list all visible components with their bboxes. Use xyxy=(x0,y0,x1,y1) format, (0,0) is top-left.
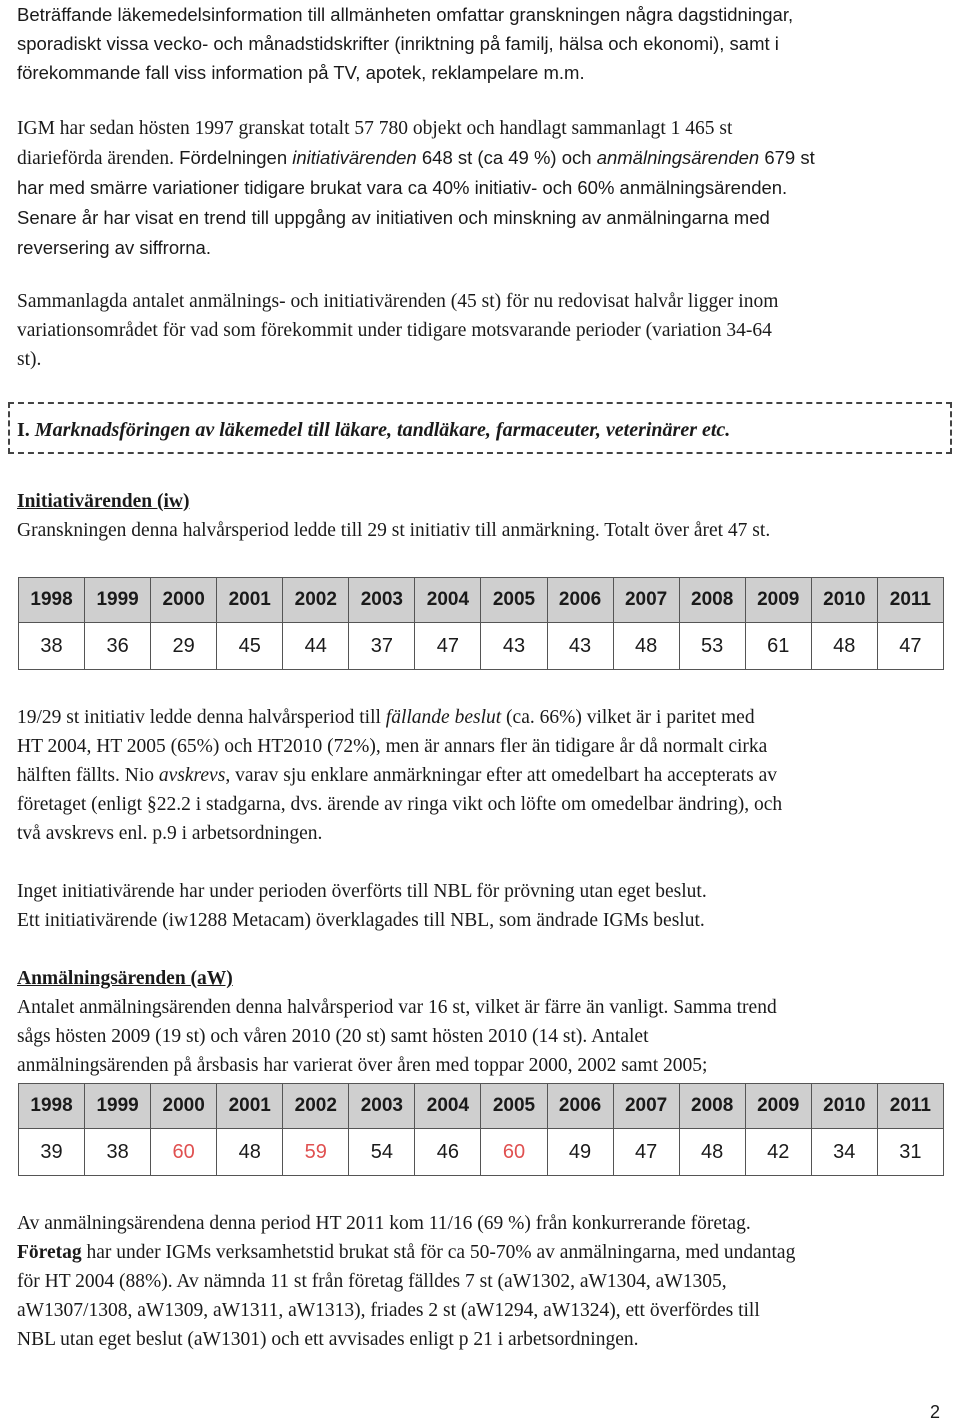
section-number: I. xyxy=(17,419,30,441)
value-cell: 39 xyxy=(19,1129,85,1176)
table-header-row xyxy=(19,1084,944,1129)
subheading-initiative: Initiativärenden (iw) xyxy=(17,491,190,512)
text-line: st). xyxy=(17,349,42,370)
text-line: NBL utan eget beslut (aW1301) och ett avvisades enligt p 21 i arbetsordningen. xyxy=(17,1329,639,1350)
year-cell: 1998 xyxy=(19,578,85,623)
paragraph-statistics xyxy=(17,114,937,263)
initiative-table xyxy=(18,577,944,670)
value-cell: 54 xyxy=(349,1129,415,1176)
section-heading xyxy=(17,416,730,444)
section-title: Marknadsföringen av läkemedel till läkare, tandläkare, farmaceuter, veterinärer etc. xyxy=(29,419,731,441)
paragraph-nbl xyxy=(17,877,937,935)
text-line: Granskningen denna halvårsperiod ledde till 29 st initiativ till anmärkning. Totalt över året 47 st. xyxy=(17,520,771,541)
value-cell: 47 xyxy=(613,1129,679,1176)
value-cell: 38 xyxy=(85,1129,151,1176)
year-cell: 2010 xyxy=(811,1084,877,1129)
paragraph-media-scope xyxy=(17,0,937,87)
text-fragment: hälften fällts. Nio xyxy=(17,765,159,786)
paragraph-companies xyxy=(17,1209,937,1354)
year-cell: 2004 xyxy=(415,1084,481,1129)
year-cell: 2005 xyxy=(481,1084,547,1129)
text-fragment: , varav sju enklare anmärkningar efter att omedelbart ha accepterats av xyxy=(225,765,777,786)
paragraph-verdicts xyxy=(17,703,937,848)
text-line: sporadiskt vissa vecko- och månadstidskrifter (inriktning på familj, hälsa och ekonomi), samt i xyxy=(17,33,779,54)
emphasis-term: anmälningsärenden xyxy=(596,147,760,168)
year-cell: 2000 xyxy=(151,578,217,623)
table-value-row xyxy=(19,623,944,670)
text-line: Beträffande läkemedelsinformation till allmänheten omfattar granskningen några dagstidningar, xyxy=(17,4,794,25)
reports-table xyxy=(18,1083,944,1176)
text-fragment: diarieförda ärenden. xyxy=(17,148,174,169)
table-value-row xyxy=(19,1129,944,1176)
year-cell: 2000 xyxy=(151,1084,217,1129)
text-line: två avskrevs enl. p.9 i arbetsordningen. xyxy=(17,823,323,844)
text-line: för HT 2004 (88%). Av nämnda 11 st från företag fälldes 7 st (aW1302, aW1304, aW1305, xyxy=(17,1271,727,1292)
year-cell: 2009 xyxy=(745,1084,811,1129)
text-line: anmälningsärenden på årsbasis har varierat över åren med toppar 2000, 2002 samt 2005; xyxy=(17,1055,708,1076)
year-cell: 2011 xyxy=(877,578,943,623)
year-cell: 2011 xyxy=(877,1084,943,1129)
value-cell: 46 xyxy=(415,1129,481,1176)
table-header-row xyxy=(19,578,944,623)
value-cell: 29 xyxy=(151,623,217,670)
value-cell: 60 xyxy=(151,1129,217,1176)
text-line: aW1307/1308, aW1309, aW1311, aW1313), friades 2 st (aW1294, aW1324), ett överfördes till xyxy=(17,1300,760,1321)
year-cell: 2010 xyxy=(811,578,877,623)
value-cell: 48 xyxy=(679,1129,745,1176)
value-cell: 48 xyxy=(613,623,679,670)
emphasis-term: avskrevs xyxy=(158,765,226,786)
value-cell: 47 xyxy=(415,623,481,670)
value-cell: 47 xyxy=(877,623,943,670)
value-cell: 53 xyxy=(679,623,745,670)
emphasis-term: initiativärenden xyxy=(292,147,417,168)
paragraph-initiative xyxy=(17,487,937,545)
text-fragment: företaget (enligt xyxy=(17,794,147,815)
value-cell: 43 xyxy=(481,623,547,670)
value-cell: 43 xyxy=(547,623,613,670)
year-cell: 2008 xyxy=(679,1084,745,1129)
year-cell: 2001 xyxy=(217,578,283,623)
text-line: Sammanlagda antalet anmälnings- och initiativärenden (45 st) för nu redovisat halvår ligger inom xyxy=(17,291,779,312)
text-line: Inget initiativärende har under perioden överförts till NBL för prövning utan eget beslut. xyxy=(17,881,707,902)
year-cell: 2002 xyxy=(283,578,349,623)
paragraph-reports xyxy=(17,964,937,1080)
text-line: sågs hösten 2009 (19 st) och våren 2010 (20 st) samt hösten 2010 (14 st). Antalet xyxy=(17,1026,649,1047)
text-fragment: Fördelningen initiativärenden 648 st (ca 49 %) och anmälningsärenden 679 st har med smärre variationer tidigare brukat vara ca 40% initiativ- och 60% anmälningsärenden. Senare år har visat en trend till uppgång av initiativen och minskning av anmälningarna med reversering av siffrorna. xyxy=(17,147,815,258)
text-fragment: (ca. 66%) vilket är i paritet med xyxy=(501,707,755,728)
value-cell: 37 xyxy=(349,623,415,670)
emphasis-term: fällande beslut xyxy=(385,707,502,728)
year-cell: 2004 xyxy=(415,578,481,623)
value-cell: 45 xyxy=(217,623,283,670)
value-cell: 42 xyxy=(745,1129,811,1176)
value-cell: 48 xyxy=(217,1129,283,1176)
page-number: 2 xyxy=(930,1402,941,1422)
text-fragment: 22.2 i stadgarna, dvs. ärende av ringa vikt och löfte om omedelbar ändring), och xyxy=(156,794,783,815)
text-fragment: har under IGMs verksamhetstid brukat stå för ca 50-70% av anmälningarna, med undantag xyxy=(81,1242,796,1263)
value-cell: 34 xyxy=(811,1129,877,1176)
year-cell: 2001 xyxy=(217,1084,283,1129)
year-cell: 2006 xyxy=(547,1084,613,1129)
value-cell: 61 xyxy=(745,623,811,670)
text-line: HT 2004, HT 2005 (65%) och HT2010 (72%), men är annars fler än tidigare år då normalt cirka xyxy=(17,736,768,757)
value-cell: 31 xyxy=(877,1129,943,1176)
section-sign: § xyxy=(146,794,157,815)
text-line: Antalet anmälningsärenden denna halvårsperiod var 16 st, vilket är färre än vanligt. Samma trend xyxy=(17,997,777,1018)
paragraph-variation xyxy=(17,287,937,374)
text-line: Ett initiativärende (iw1288 Metacam) överklagades till NBL, som ändrade IGMs beslut. xyxy=(17,910,705,931)
year-cell: 1999 xyxy=(85,578,151,623)
bold-term: Företag xyxy=(17,1242,82,1263)
year-cell: 2003 xyxy=(349,578,415,623)
year-cell: 2006 xyxy=(547,578,613,623)
year-cell: 1998 xyxy=(19,1084,85,1129)
text-line: IGM har sedan hösten 1997 granskat totalt 57 780 objekt och handlagt sammanlagt 1 465 st xyxy=(17,118,733,139)
year-cell: 2009 xyxy=(745,578,811,623)
value-cell: 48 xyxy=(811,623,877,670)
text-fragment: 19/29 st initiativ ledde denna halvårsperiod till xyxy=(17,707,386,728)
year-cell: 2002 xyxy=(283,1084,349,1129)
year-cell: 2008 xyxy=(679,578,745,623)
year-cell: 1999 xyxy=(85,1084,151,1129)
value-cell: 60 xyxy=(481,1129,547,1176)
value-cell: 38 xyxy=(19,623,85,670)
text-line: Av anmälningsärendena denna period HT 2011 kom 11/16 (69 %) från konkurrerande företag. xyxy=(17,1213,751,1234)
value-cell: 44 xyxy=(283,623,349,670)
value-cell: 36 xyxy=(85,623,151,670)
year-cell: 2003 xyxy=(349,1084,415,1129)
text-line: variationsområdet för vad som förekommit under tidigare motsvarande perioder (variation 34-64 xyxy=(17,320,772,341)
text-line: förekommande fall viss information på TV, apotek, reklampelare m.m. xyxy=(17,62,585,83)
subheading-reports: Anmälningsärenden (aW) xyxy=(17,968,233,989)
value-cell: 49 xyxy=(547,1129,613,1176)
year-cell: 2005 xyxy=(481,578,547,623)
year-cell: 2007 xyxy=(613,1084,679,1129)
value-cell: 59 xyxy=(283,1129,349,1176)
year-cell: 2007 xyxy=(613,578,679,623)
